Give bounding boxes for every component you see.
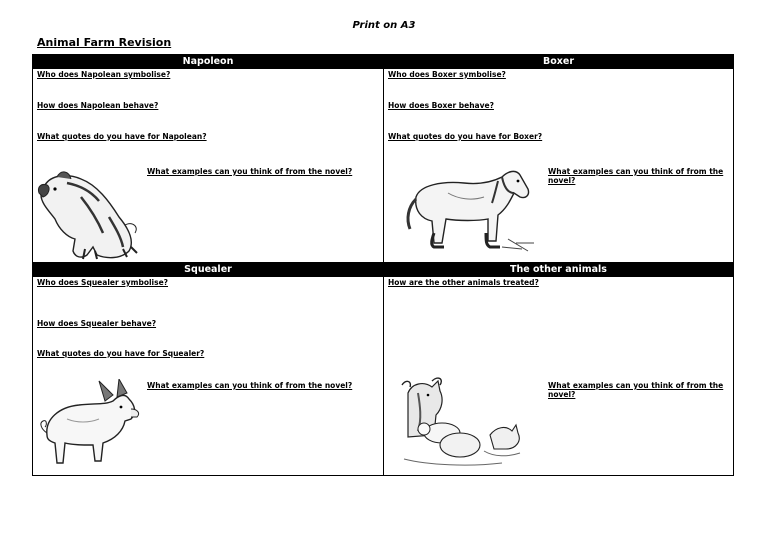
horse-illustration	[398, 163, 538, 253]
squealer-pig-illustration	[37, 379, 143, 469]
boxer-cell	[384, 55, 733, 263]
other-animals-cell	[384, 263, 733, 475]
boxer-examples-question: What examples can you think of from the novel?	[548, 167, 724, 185]
other-animals-treated-question: How are the other animals treated?	[388, 278, 539, 287]
napoleon-behave-question: How does Napolean behave?	[37, 101, 159, 110]
squealer-quotes-question: What quotes do you have for Squealer?	[37, 349, 205, 358]
boxer-header: Boxer	[384, 55, 733, 69]
napoleon-symbolise-question: Who does Napolean symbolise?	[37, 70, 171, 79]
squealer-behave-question: How does Squealer behave?	[37, 319, 157, 328]
revision-grid	[32, 54, 734, 476]
boxer-quotes-question: What quotes do you have for Boxer?	[388, 132, 543, 141]
other-animals-header: The other animals	[384, 263, 733, 277]
squealer-examples-question: What examples can you think of from the novel?	[147, 381, 353, 390]
squealer-symbolise-question: Who does Squealer symbolise?	[37, 278, 169, 287]
boxer-behave-question: How does Boxer behave?	[388, 101, 494, 110]
napoleon-quotes-question: What quotes do you have for Napolean?	[37, 132, 207, 141]
napoleon-header: Napoleon	[33, 55, 383, 69]
napoleon-cell	[33, 55, 384, 263]
document-title: Animal Farm Revision	[37, 36, 172, 49]
print-note: Print on A3	[352, 20, 416, 31]
squealer-header: Squealer	[33, 263, 383, 277]
pig-illustration	[37, 167, 143, 261]
boxer-symbolise-question: Who does Boxer symbolise?	[388, 70, 506, 79]
animals-illustration	[398, 375, 534, 471]
napoleon-examples-question: What examples can you think of from the novel?	[147, 167, 353, 176]
other-animals-examples-question: What examples can you think of from the novel?	[548, 381, 724, 399]
squealer-cell	[33, 263, 384, 475]
